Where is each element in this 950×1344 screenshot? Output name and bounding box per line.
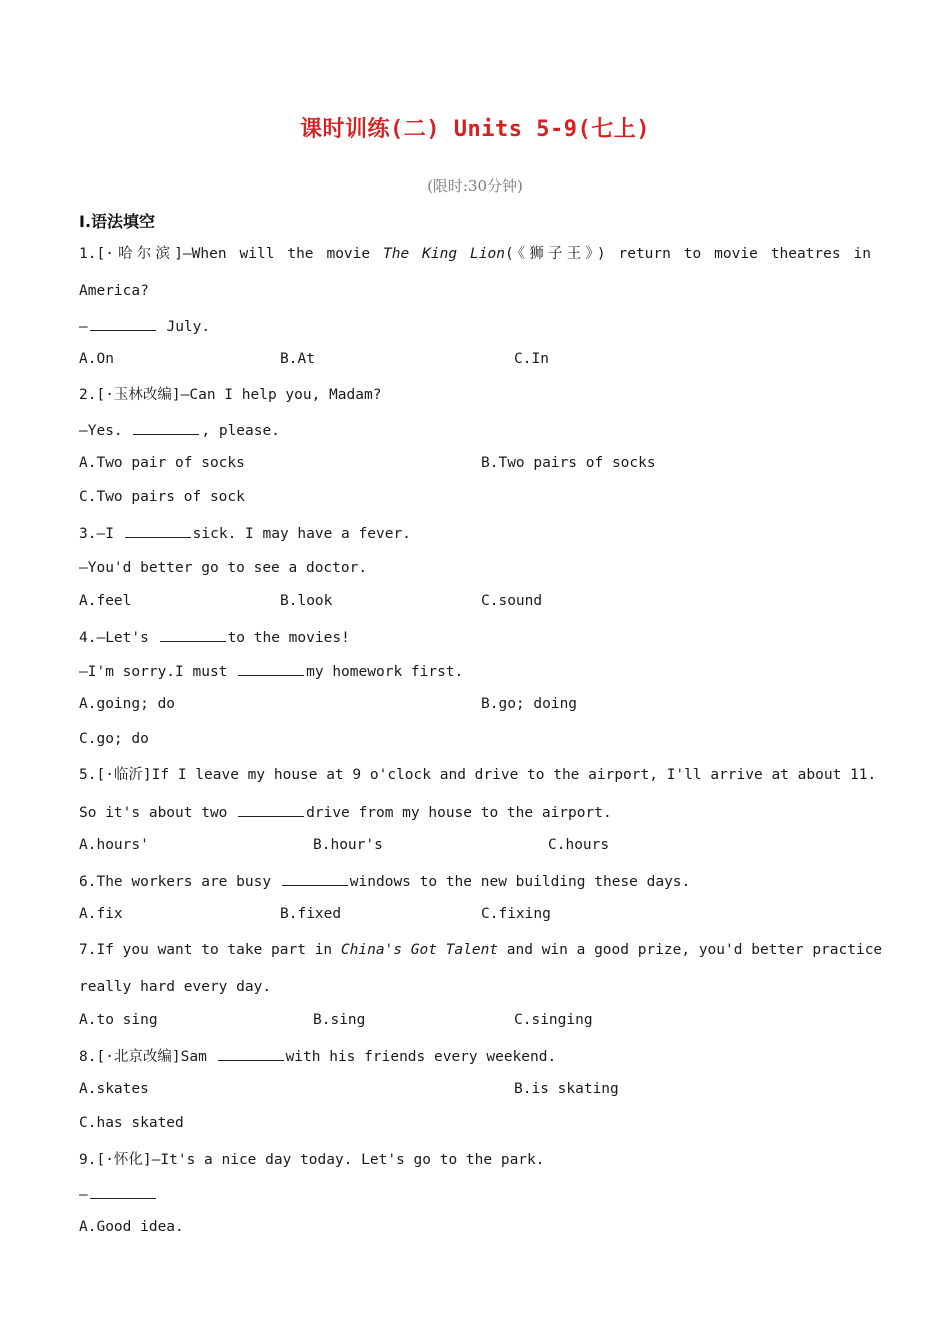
movie-title: The King Lion <box>383 246 505 262</box>
question-2-answer: —Yes. , please. <box>79 420 280 441</box>
option-c: C.go; do <box>79 731 149 747</box>
question-5: 5.[·临沂]If I leave my house at 9 o'clock and drive to the airport, I'll arrive at about 11. <box>79 767 877 783</box>
answer-blank <box>218 1046 284 1061</box>
question-4: 4.—Let's to the movies! <box>79 627 350 648</box>
option-a: A.going; do <box>79 696 176 712</box>
answer-blank <box>133 420 199 435</box>
option-b: B.look <box>280 593 333 609</box>
answer-blank <box>160 627 226 642</box>
answer-blank <box>90 1184 156 1199</box>
question-8: 8.[·北京改编]Sam with his friends every weekend. <box>79 1046 556 1067</box>
answer-blank <box>125 523 191 538</box>
option-a: A.feel <box>79 593 132 609</box>
option-b: B.is skating <box>514 1081 619 1097</box>
answer-blank <box>238 802 304 817</box>
option-b: B.Two pairs of socks <box>481 455 656 471</box>
option-a: A.hours' <box>79 837 149 853</box>
question-9-answer: — <box>79 1184 158 1205</box>
option-b: B.At <box>280 351 315 367</box>
question-3: 3.—I sick. I may have a fever. <box>79 523 411 544</box>
option-c: C.sound <box>481 593 543 609</box>
question-7-line2: really hard every day. <box>79 979 272 995</box>
page-title: 课时训练(二) Units 5-9(七上) <box>300 117 650 142</box>
option-c: C.Two pairs of sock <box>79 489 245 505</box>
question-9: 9.[·怀化]—It's a nice day today. Let's go to the park. <box>79 1152 545 1168</box>
question-2: 2.[·玉林改编]—Can I help you, Madam? <box>79 387 382 403</box>
option-b: B.hour's <box>313 837 383 853</box>
show-title: China's Got Talent <box>340 942 499 958</box>
answer-blank <box>282 871 348 886</box>
section-heading: Ⅰ.语法填空 <box>79 212 156 231</box>
option-a: A.Two pair of socks <box>79 455 245 471</box>
answer-blank <box>238 661 304 676</box>
question-6: 6.The workers are busy windows to the new building these days. <box>79 871 690 892</box>
question-1-line2: America? <box>79 283 149 299</box>
question-4-line2: —I'm sorry.I must my homework first. <box>79 661 463 682</box>
time-limit: (限时:30分钟) <box>427 177 523 195</box>
question-5-line2: So it's about two drive from my house to the airport. <box>79 802 612 823</box>
option-a: A.On <box>79 351 114 367</box>
option-b: B.go; doing <box>481 696 578 712</box>
option-a: A.Good idea. <box>79 1219 184 1235</box>
question-1-answer: — July. <box>79 316 210 337</box>
question-7: 7.If you want to take part in China's Got Talent and win a good prize, you'd better practice <box>79 942 883 958</box>
question-3-line2: —You'd better go to see a doctor. <box>79 560 368 576</box>
option-a: A.skates <box>79 1081 149 1097</box>
option-c: C.has skated <box>79 1115 184 1131</box>
answer-blank <box>90 316 156 331</box>
option-a: A.fix <box>79 906 123 922</box>
option-b: B.sing <box>313 1012 366 1028</box>
option-c: C.singing <box>514 1012 593 1028</box>
option-c: C.fixing <box>481 906 551 922</box>
question-1: 1.[·哈尔滨]—When will the movie The King Lion(《狮子王》) return to movie theatres in <box>79 246 871 262</box>
option-c: C.hours <box>548 837 610 853</box>
option-b: B.fixed <box>280 906 342 922</box>
option-c: C.In <box>514 351 549 367</box>
option-a: A.to sing <box>79 1012 158 1028</box>
